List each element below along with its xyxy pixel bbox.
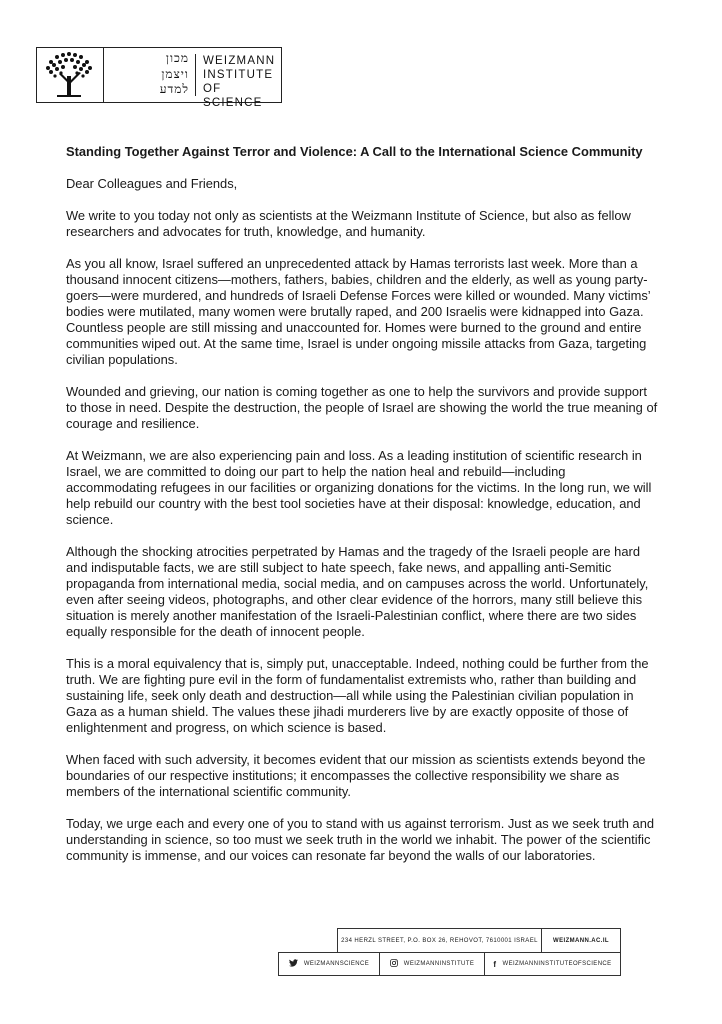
footer-contact-row	[337, 928, 621, 952]
footer-address: 234 HERZL STREET, P.O. BOX 26, REHOVOT, 7610001 ISRAEL	[338, 929, 542, 952]
twitter-handle: WEIZMANNSCIENCE	[303, 961, 370, 967]
logo-hebrew-text: מכון ויצמן למדע	[159, 51, 189, 96]
footer-social-row	[278, 952, 621, 976]
paragraph: At Weizmann, we are also experiencing pain and loss. As a leading institution of scientific research in Israel, we are committed to doing our part to help the nation heal and rebuild—including accommodating refugees in our facilities or organizing donations for the victims. In the long run, we will help rebuild our country with the best tool societies have at their disposal: knowledge, education, and science.	[66, 448, 652, 527]
paragraph: Wounded and grieving, our nation is coming together as one to help the survivors and provide support to those in need. Despite the destruction, the people of Israel are showing the world the true meaning of courage and resilience.	[66, 384, 658, 431]
paragraph: Although the shocking atrocities perpetrated by Hamas and the tragedy of the Israeli people are hard and indisputable facts, we are still subject to hate speech, fake news, and appalling anti-Semitic propaganda from international media, social media, and on campuses across the world. Unfortunately, even after seeing videos, photographs, and other clear evidence of the horrors, many still believe this situation is merely another manifestation of the Israeli-Palestinian conflict, where there are two sides equally responsible for the death of innocent people.	[66, 544, 649, 639]
paragraph: Today, we urge each and every one of you to stand with us against terrorism. Just as we seek truth and understanding in science, so too must we seek truth in the world we inhabit. The power of the scientific community is immense, and our voices can resonate far beyond the walls of our laboratories.	[66, 816, 655, 863]
twitter-link[interactable]	[279, 953, 380, 975]
letter-body	[66, 144, 660, 880]
paragraph: When faced with such adversity, it becomes evident that our mission as scientists extends beyond the boundaries of our respective institutions; it encompasses the collective responsibility we share as members of the international scientific community.	[66, 752, 646, 799]
instagram-icon	[390, 959, 398, 969]
paragraph: This is a moral equivalency that is, simply put, unacceptable. Indeed, nothing could be further from the truth. We are fighting pure evil in the form of fundamentalist extremists who, rather than building and sustaining life, seek only death and destruction—all while using the Palestinian civilian population in Gaza as a human shield. The values these jihadi murderers live by are exactly opposite of those of enlightenment and progress, on which science is based.	[66, 656, 649, 735]
paragraph: We write to you today not only as scientists at the Weizmann Institute of Science, but also as fellow researchers and advocates for truth, knowledge, and humanity.	[66, 208, 631, 239]
facebook-handle: WEIZMANNINSTITUTEOFSCIENCE	[502, 961, 612, 967]
institute-logo	[36, 47, 282, 109]
facebook-icon: f	[493, 959, 497, 969]
logo-english-text: WEIZMANN INSTITUTE OF SCIENCE	[203, 55, 276, 109]
twitter-bird-icon	[289, 959, 298, 969]
paragraph: As you all know, Israel suffered an unprecedented attack by Hamas terrorists last week. More than a thousand innocent citizens—mothers, fathers, babies, children and the elderly, as well as young party-goers—were murdered, and hundreds of Israeli Defense Forces were killed or wounded. Many victims’ bodies were mutilated, many women were brutally raped, and 200 Israelis were kidnapped into Gaza. Countless people are still missing and unaccounted for. Homes were burned to the ground and entire communities wiped out. At the same time, Israel is under ongoing missile attacks from Gaza, targeting civilian populations.	[66, 256, 651, 367]
logo-divider	[195, 54, 196, 96]
footer-website-link[interactable]: WEIZMANN.AC.IL	[553, 937, 609, 944]
salutation: Dear Colleagues and Friends,	[66, 176, 238, 191]
facebook-link[interactable]	[485, 953, 620, 975]
instagram-handle: WEIZMANNINSTITUTE	[403, 961, 475, 967]
letter-title: Standing Together Against Terror and Violence: A Call to the International Science Community	[66, 144, 643, 159]
instagram-link[interactable]	[380, 953, 485, 975]
tree-logo-icon	[37, 48, 104, 102]
